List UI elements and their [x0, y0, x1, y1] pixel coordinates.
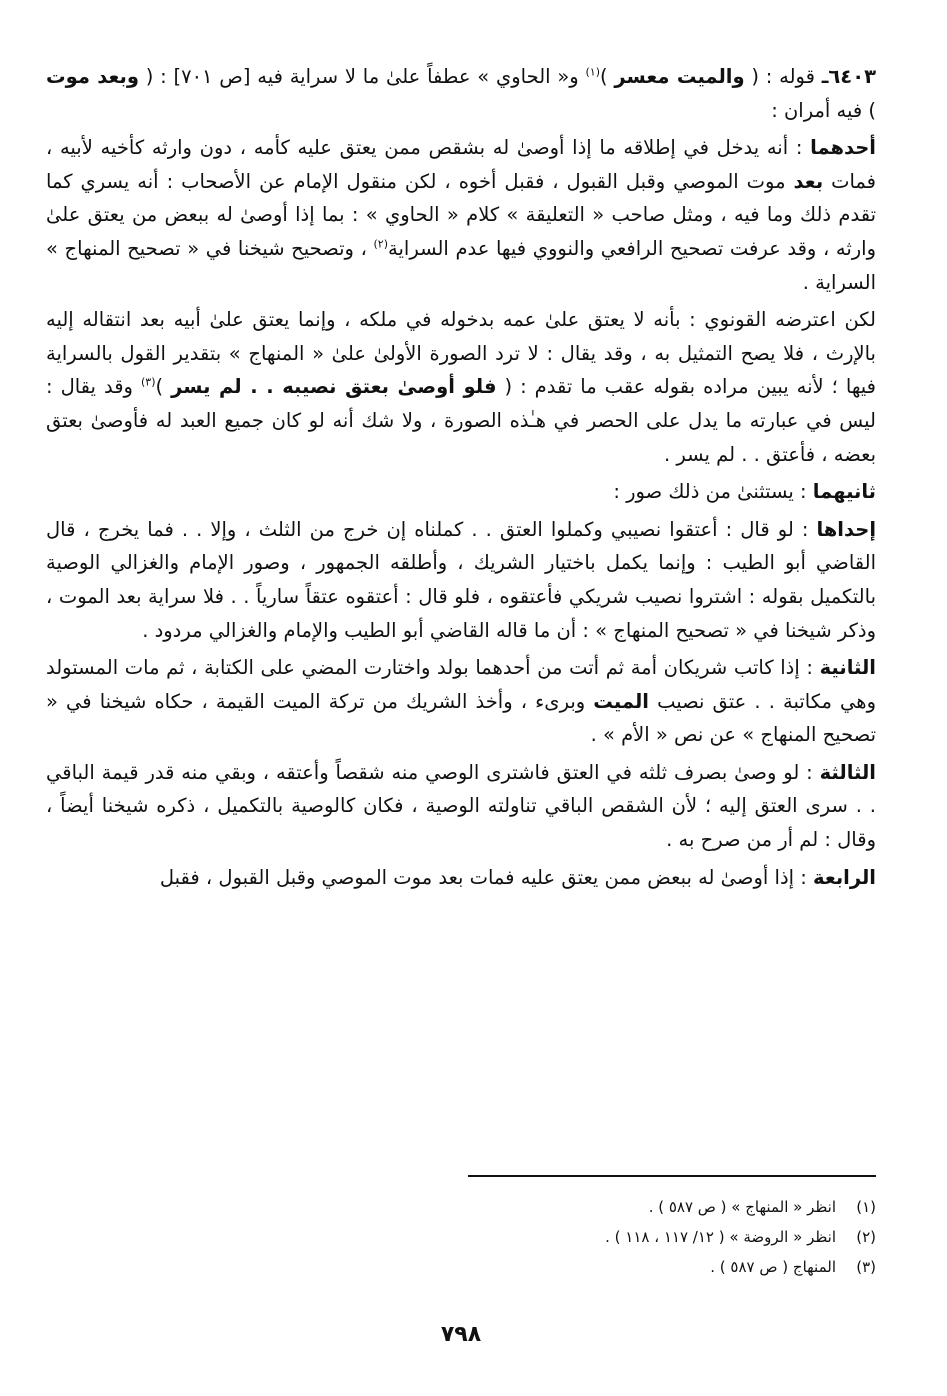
- lead-word: ثانيهما: [812, 480, 876, 504]
- text: : لو وصىٰ بصرف ثلثه في العتق فاشترى الوصي منه شقصاً وأعتقه ، وبقي منه قدر قيمة الباقي . . سرى العتق إليه ؛ لأن الشقص الباقي تناولته الوصية ، فكان كالوصية بالتكميل ، ذكره شيخنا أيضاً ، وقال : لم أر من صرح به .: [46, 760, 876, 852]
- bold-text: فلو أوصىٰ بعتق نصيبه . . لم يسر: [171, 375, 497, 399]
- text: : إذا أوصىٰ له ببعض ممن يعتق عليه فمات بعد موت الموصي وقبل القبول ، فقبل: [159, 865, 814, 889]
- text: ، وتصحيح شيخنا في « تصحيح المنهاج » السراية .: [46, 236, 876, 294]
- bold-text: وبعد موت: [46, 65, 139, 88]
- page-number: ٧٩٨: [440, 1322, 482, 1347]
- footnote-number: (٢): [856, 1228, 876, 1246]
- paragraph-case-three: [46, 756, 876, 857]
- text: : لو قال : أعتقوا نصيبي وكملوا العتق . . كملناه إن خرج من الثلث ، وإلا . . فما يخرج ، قال القاضي أبو الطيب : وإنما يكمل باختيار الشريك ، وأطلقه الجمهور ، وصور الإمام والغزالي الوصية بالتكميل بقوله : اشتروا نصيب شريكي فأعتقوه ، فلو قال : أعتقوه عتقاً سارياً . . فلا سراية بعد الموت ، وذكر شيخنا في « تصحيح المنهاج » : أن ما قاله القاضي أبو الطيب والإمام والغزالي مردود .: [46, 517, 876, 642]
- paragraph-qunawi-objection: [46, 303, 876, 471]
- entry-number: ٦٤٠٣ـ: [821, 65, 876, 88]
- text: : يستثنىٰ من ذلك صور :: [613, 480, 813, 504]
- paragraph-case-two: [46, 651, 876, 752]
- text: وقد يقال : ليس في عبارته ما يدل على الحصر في هـٰذه الصورة ، ولا شك أنه لو كان جميع العبد له فأوصىٰ بعتق بعضه ، فأعتق . . لم يسر .: [46, 375, 876, 466]
- text: وبرىء ، وأخذ الشريك من تركة الميت القيمة ، حكاه شيخنا في « تصحيح المنهاج » عن نص « الأم » .: [46, 689, 876, 747]
- bold-text: والميت معسر: [614, 65, 745, 88]
- text: و« الحاوي » عطفاً علىٰ ما لا سراية فيه [ص ٧٠١] : (: [138, 65, 586, 88]
- text: ): [155, 375, 172, 399]
- text: ) فيه أمران :: [771, 98, 876, 122]
- footnotes: [176, 1192, 876, 1282]
- text: لكن اعترضه القونوي : بأنه لا يعتق علىٰ عمه بدخوله في ملكه ، وإنما يعتق علىٰ أبيه بعد انتقاله إليه بالإرث ، فلا يصح التمثيل به ، وقد يقال : لا ترد الصورة الأولىٰ علىٰ « المنهاج » بتقدير القول بالسراية فيها ؛ لأنه يبين مراده بقوله عقب ما تقدم : (: [46, 308, 877, 399]
- text: ): [600, 65, 615, 88]
- footnote-ref: (٢): [373, 237, 389, 251]
- footnote: [176, 1222, 876, 1252]
- footnote-number: (١): [856, 1198, 876, 1216]
- footnote-ref: (١): [585, 65, 600, 79]
- footnote-ref: (٣): [140, 375, 156, 389]
- lead-word: الرابعة: [813, 865, 876, 889]
- text: قوله : (: [744, 65, 822, 88]
- footnote-text: المنهاج ( ص ٥٨٧ ) .: [710, 1258, 836, 1276]
- lead-word: إحداها: [816, 517, 876, 541]
- lead-word: أحدهما: [810, 136, 876, 160]
- footnote-text: انظر « الروضة » ( ١٢/ ١١٧ ، ١١٨ ) .: [605, 1228, 836, 1246]
- text: موت الموصي وقبل القبول ، فقبل أخوه ، لكن منقول الإمام عن الأصحاب : أنه يسري كما تقدم ذلك وما فيه ، ومثل صاحب « التعليقة » كلام « الحاوي » : بما إذا أوصىٰ له ببعض من يعتق علىٰ وارثه ، وقد عرفت تصحيح الرافعي والنووي فيها عدم السراية: [46, 169, 876, 260]
- footnote-number: (٣): [856, 1258, 876, 1276]
- footnote: [176, 1252, 876, 1282]
- paragraph-first-matter: [46, 131, 876, 299]
- lead-word: الثانية: [819, 656, 876, 680]
- bold-text: بعد: [793, 169, 824, 193]
- text: : أنه يدخل في إطلاقه ما إذا أوصىٰ له بشقص ممن يعتق عليه كأمه ، دون وارثه كأخيه لأبيه ، فمات: [46, 136, 877, 193]
- lead-word: الثالثة: [819, 760, 876, 784]
- footnote-divider: [468, 1175, 876, 1177]
- paragraph-second-matter: [46, 475, 876, 509]
- footnote: [176, 1192, 876, 1222]
- footnote-text: انظر « المنهاج » ( ص ٥٨٧ ) .: [648, 1198, 836, 1216]
- page-body: [46, 60, 876, 1360]
- paragraph-6403: [46, 60, 876, 127]
- paragraph-case-one: [46, 513, 876, 647]
- text: : إذا كاتب شريكان أمة ثم أتت من أحدهما بولد واختارت المضي على الكتابة ، ثم مات المستولد وهي مكاتبة . . عتق نصيب: [46, 656, 876, 713]
- bold-text: الميت: [593, 689, 649, 713]
- paragraph-case-four: [46, 861, 876, 895]
